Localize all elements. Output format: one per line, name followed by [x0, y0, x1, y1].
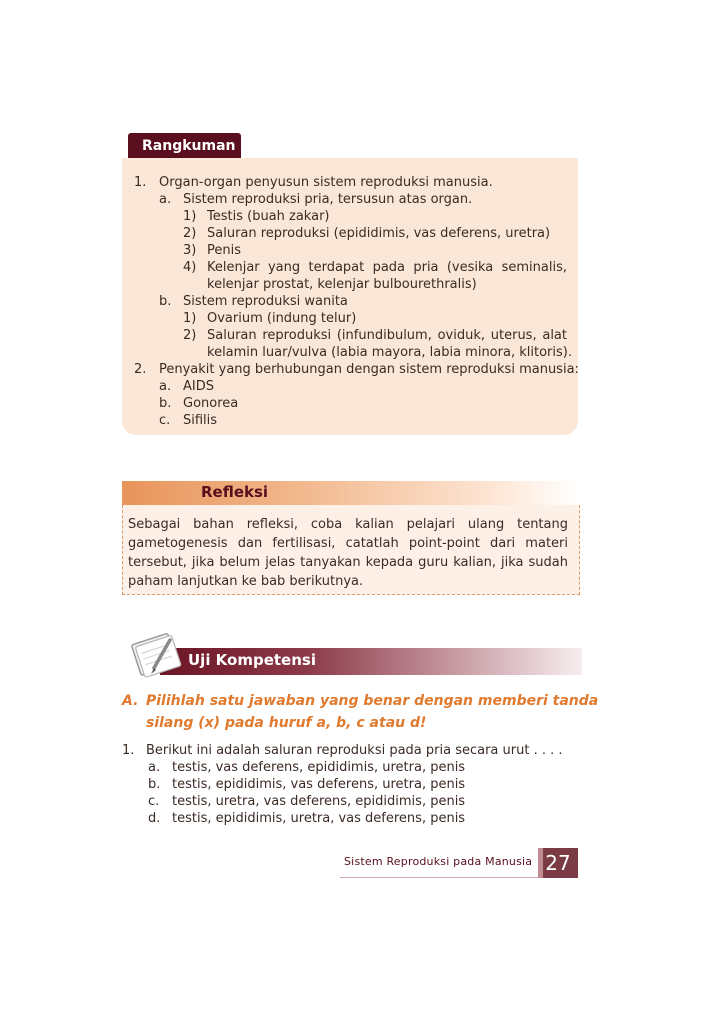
footer-rule [340, 877, 538, 878]
option-letter: a. [148, 760, 161, 775]
answer-option [148, 759, 466, 776]
option-text: testis, uretra, vas deferens, epididimis, penis [172, 794, 466, 809]
answer-option [148, 810, 466, 827]
section-marker: A. [122, 693, 139, 709]
section-instruction-line: silang (x) pada huruf a, b, c atau d! [146, 715, 427, 731]
option-text: testis, epididimis, vas deferens, uretra, penis [172, 777, 466, 792]
answer-option [148, 776, 466, 793]
page-number: 27 [538, 848, 578, 878]
answer-option [148, 793, 466, 810]
footer-chapter-title: Sistem Reproduksi pada Manusia [344, 855, 533, 868]
refleksi-text-line: gametogenesis dan fertilisasi, catatlah point-point dari materi [128, 536, 568, 551]
rangkuman-tab: Rangkuman [128, 133, 241, 158]
refleksi-text-line: Sebagai bahan refleksi, coba kalian pelajari ulang tentang [128, 517, 568, 532]
option-letter: b. [148, 777, 161, 792]
section-instruction-line: Pilihlah satu jawaban yang benar dengan memberi tanda [146, 693, 599, 709]
option-text: testis, epididimis, uretra, vas deferens, penis [172, 811, 466, 826]
refleksi-text-line: paham lanjutkan ke bab berikutnya. [128, 574, 364, 589]
question-number: 1. [122, 743, 135, 758]
option-letter: c. [148, 794, 160, 809]
uji-kompetensi-title: Uji Kompetensi [188, 651, 316, 669]
option-letter: d. [148, 811, 161, 826]
option-text: testis, vas deferens, epididimis, uretra, penis [172, 760, 466, 775]
notebook-pencil-icon [126, 628, 186, 683]
refleksi-title: Refleksi [201, 483, 269, 501]
question-text: Berikut ini adalah saluran reproduksi pada pria secara urut . . . . [146, 743, 563, 758]
refleksi-header-bar [122, 481, 580, 505]
refleksi-text-line: tersebut, jika belum jelas tanyakan kepada guru kalian, jika sudah [128, 555, 568, 570]
